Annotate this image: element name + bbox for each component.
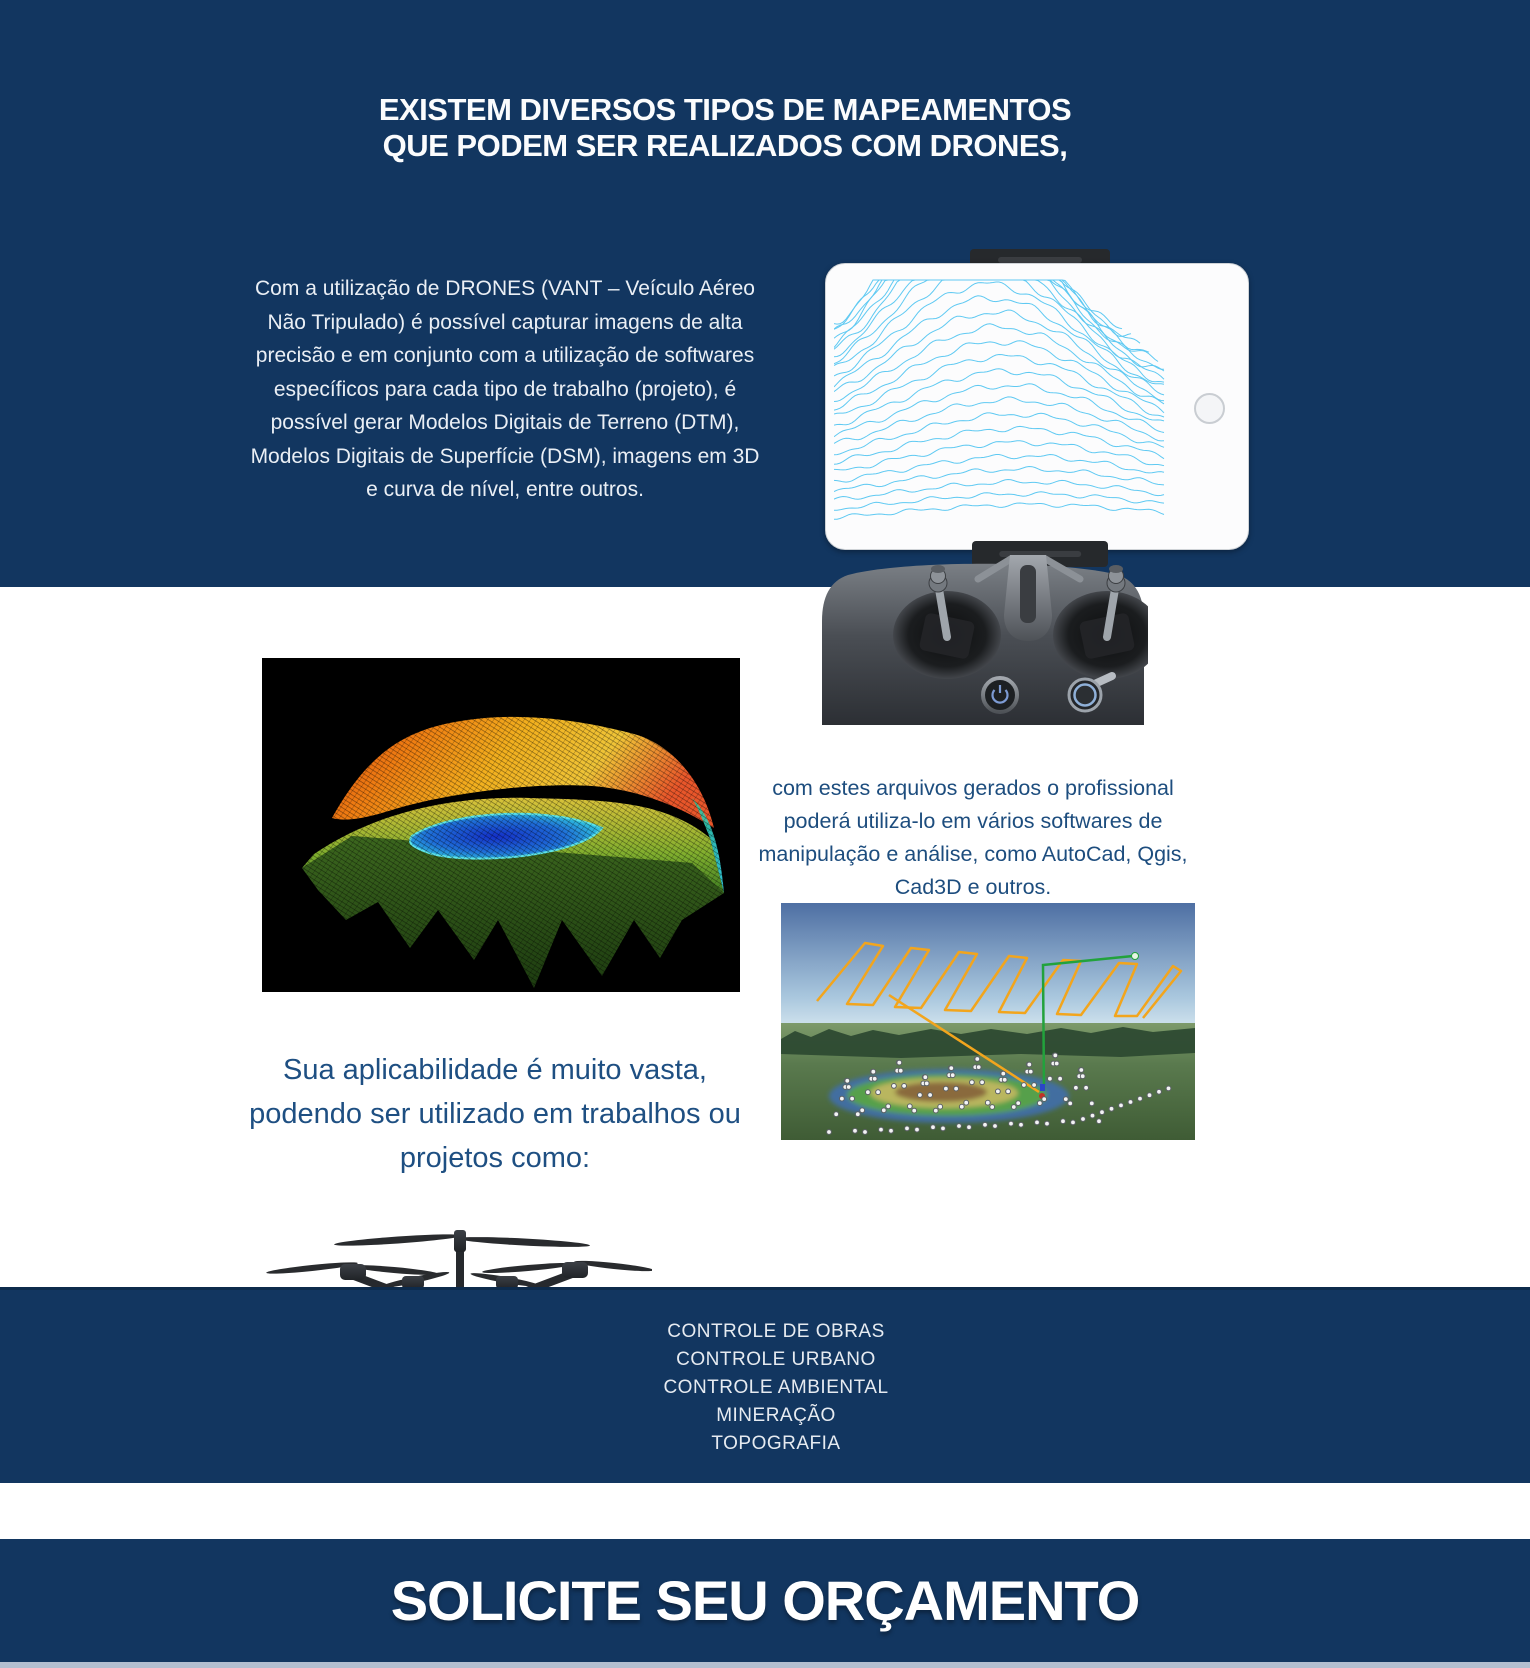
list-item: TOPOGRAFIA <box>711 1433 841 1454</box>
controller-image <box>818 555 1148 725</box>
page-title <box>0 92 1450 164</box>
bottom-strip <box>0 1662 1530 1668</box>
software-paragraph: com estes arquivos gerados o profissional poderá utiliza-lo em vários softwares de manipulação e análise, como AutoCad, Qgis, Cad3D e outros. <box>758 776 1188 899</box>
list-item: CONTROLE AMBIENTAL <box>663 1377 889 1398</box>
list-item: CONTROLE DE OBRAS <box>667 1321 885 1342</box>
page-title-line2: QUE PODEM SER REALIZADOS COM DRONES, <box>382 128 1068 163</box>
flightpath-image <box>781 903 1195 1140</box>
list-item: MINERAÇÃO <box>716 1405 836 1426</box>
list-item: CONTROLE URBANO <box>676 1349 876 1370</box>
intro-paragraph: Com a utilização de DRONES (VANT – Veículo Aéreo Não Tripulado) é possível capturar imagens de alta precisão e em conjunto com a utilização de softwares específicos para cada tipo de trabalho (projeto), é possível gerar Modelos Digitais de Terreno (DTM), Modelos Digitais de Superfície (DSM), imagens em 3D e curva de nível, entre outros. <box>250 277 760 501</box>
hero-section <box>0 0 1530 587</box>
footer-cta[interactable]: SOLICITE SEU ORÇAMENTO <box>390 1569 1140 1632</box>
page-title-line1: EXISTEM DIVERSOS TIPOS DE MAPEAMENTOS <box>378 92 1072 127</box>
footer-section <box>0 1539 1530 1662</box>
wireframe-terrain-svg <box>834 272 1168 539</box>
power-button-icon <box>983 678 1017 712</box>
tablet-home-button-icon <box>1194 393 1225 424</box>
tablet-screen <box>834 272 1168 539</box>
lidar-terrain-image <box>262 658 740 992</box>
tablet-image <box>825 263 1249 550</box>
applicability-paragraph: Sua aplicabilidade é muito vasta, podendo ser utilizado em trabalhos ou projetos como: <box>249 1054 741 1174</box>
applications-list <box>11 1318 1530 1458</box>
